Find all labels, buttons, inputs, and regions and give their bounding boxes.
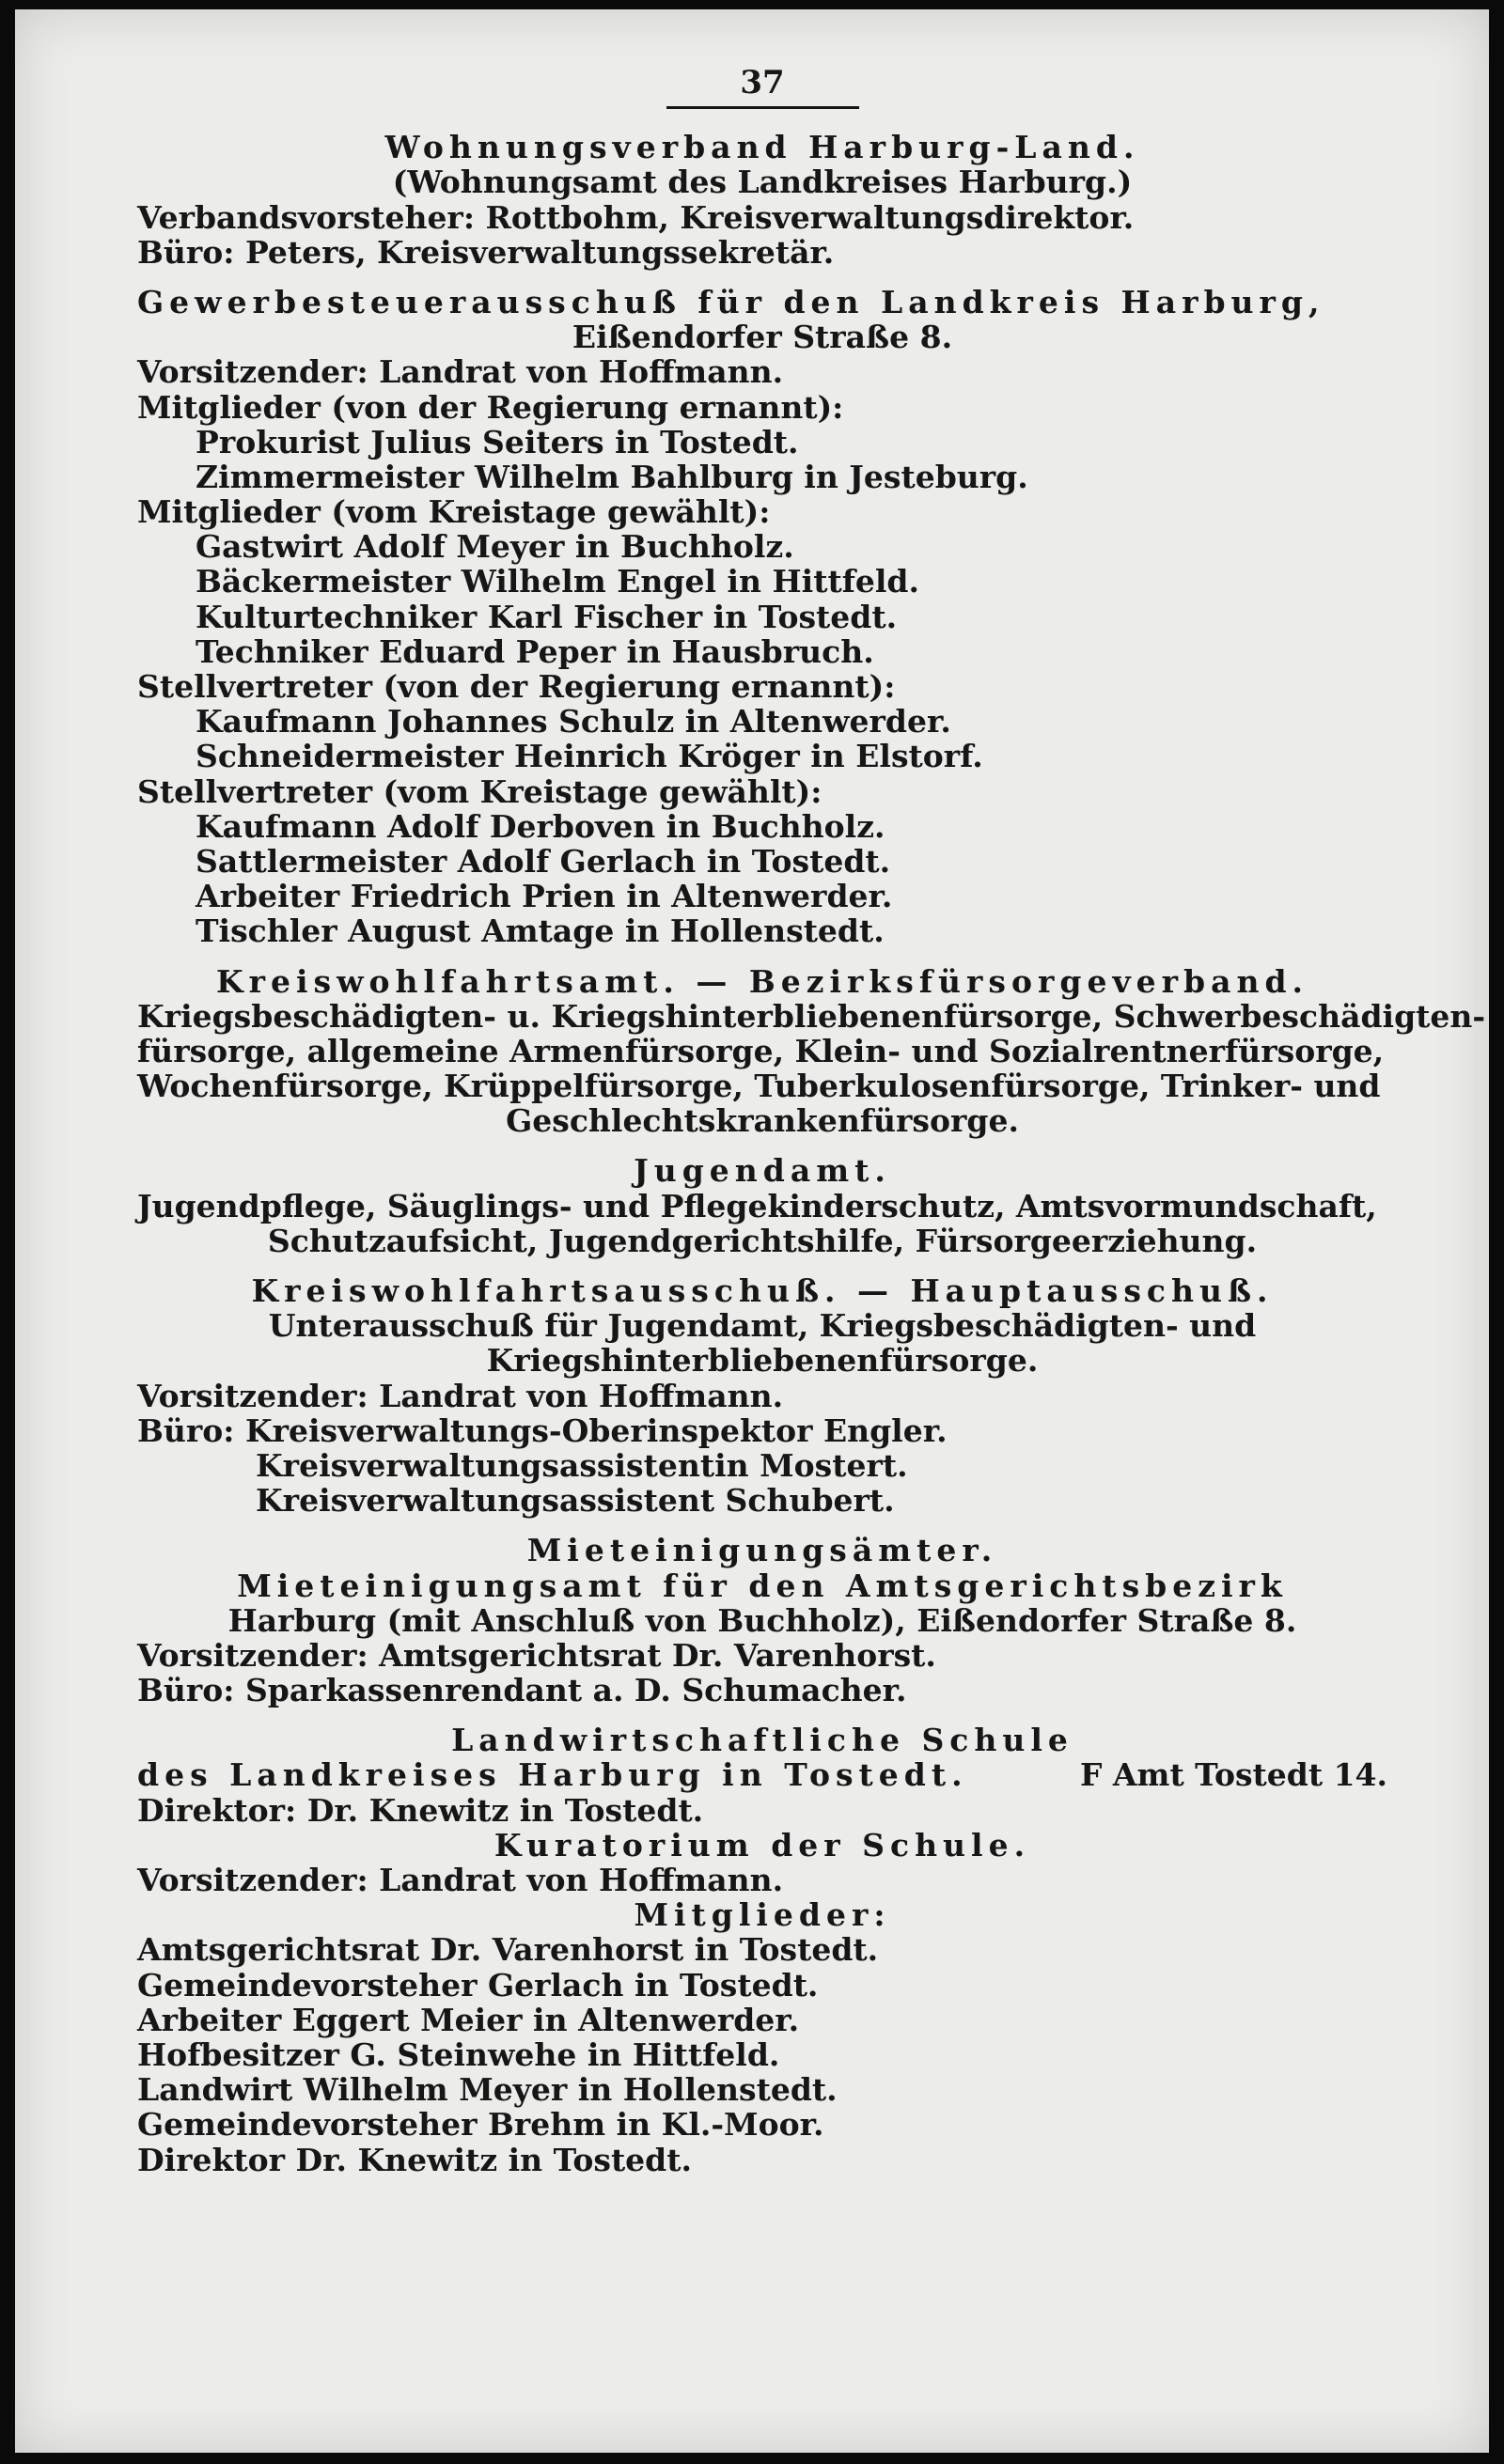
s2-member: Zimmermeister Wilhelm Bahlburg in Jesteburg. [196, 458, 1028, 495]
s7-member: Direktor Dr. Knewitz in Tostedt. [137, 2141, 692, 2178]
s2-deputy: Schneidermeister Heinrich Kröger in Elstorf. [196, 738, 983, 775]
s1-line: Büro: Peters, Kreisverwaltungssekretär. [137, 233, 835, 271]
s7-member: Gemeindevorsteher Brehm in Kl.-Moor. [137, 2106, 824, 2144]
page-number: 37 [740, 64, 785, 101]
s2-deputies-head: Stellvertreter (von der Regierung ernannt): [137, 668, 896, 706]
s7-member: Hofbesitzer G. Steinwehe in Hittfeld. [137, 2035, 780, 2073]
s2-title-address: Eißendorfer Straße 8. [572, 319, 953, 356]
s6-office: Büro: Sparkassenrendant a. D. Schumacher. [137, 1672, 907, 1709]
s2-deputy: Tischler August Amtage in Hollenstedt. [196, 912, 885, 950]
s2-deputy: Kaufmann Adolf Derboven in Buchholz. [196, 807, 885, 845]
s3-title: Kreiswohlfahrtsamt. — Bezirksfürsorgeverband. [215, 962, 1309, 1000]
s7-title-place: des Landkreises Harburg in Tostedt. [137, 1756, 968, 1794]
s5-subtitle: Kriegshinterbliebenenfürsorge. [486, 1342, 1039, 1380]
s5-subtitle: Unterausschuß für Jugendamt, Kriegsbeschädigten- und [268, 1307, 1257, 1345]
s2-member: Prokurist Julius Seiters in Tostedt. [196, 423, 799, 460]
s5-chair: Vorsitzender: Landrat von Hoffmann. [137, 1377, 784, 1414]
s6-subtitle: Harburg (mit Anschluß von Buchholz), Eißendorfer Straße 8. [227, 1601, 1297, 1639]
s4-line: Jugendpflege, Säuglings- und Pflegekinderschutz, Amtsvormundschaft, [137, 1187, 1377, 1224]
page-text [137, 64, 1486, 2178]
s6-chair: Vorsitzender: Amtsgerichtsrat Dr. Varenhorst. [137, 1636, 936, 1674]
s7-title: Landwirtschaftliche Schule [451, 1722, 1073, 1759]
s2-deputy: Sattlermeister Adolf Gerlach in Tostedt. [196, 842, 891, 880]
s7-phone: F Amt Tostedt 14. [1080, 1756, 1387, 1794]
s4-title: Jugendamt. [634, 1152, 891, 1190]
s5-office-staff: Kreisverwaltungsassistent Schubert. [256, 1482, 895, 1520]
s7-member: Amtsgerichtsrat Dr. Varenhorst in Tostedt. [137, 1931, 879, 1969]
s7-member: Arbeiter Eggert Meier in Altenwerder. [137, 2001, 800, 2038]
s4-line: Schutzaufsicht, Jugendgerichtshilfe, Fürsorgeerziehung. [267, 1222, 1258, 1259]
s7-chair: Vorsitzender: Landrat von Hoffmann. [137, 1862, 784, 1899]
s2-title: Gewerbesteuerausschuß für den Landkreis Harburg, [137, 283, 1325, 320]
s1-title: Wohnungsverband Harburg-Land. [384, 129, 1140, 166]
s2-chair: Vorsitzender: Landrat von Hoffmann. [137, 353, 784, 391]
s2-member: Kulturtechniker Karl Fischer in Tostedt. [196, 598, 898, 635]
s2-member: Gastwirt Adolf Meyer in Buchholz. [196, 528, 794, 566]
s6-subtitle: Mieteinigungsamt für den Amtsgerichtsbezirk [237, 1567, 1288, 1604]
s2-member: Bäckermeister Wilhelm Engel in Hittfeld. [196, 563, 919, 600]
s7-board-title: Kuratorium der Schule. [494, 1826, 1031, 1864]
document-page [15, 9, 1489, 2453]
s3-line-last: Geschlechtskrankenfürsorge. [506, 1102, 1019, 1140]
s2-deputy: Arbeiter Friedrich Prien in Altenwerder. [196, 878, 893, 915]
s5-office: Büro: Kreisverwaltungs-Oberinspektor Engler. [137, 1411, 948, 1449]
s1-subtitle: (Wohnungsamt des Landkreises Harburg.) [392, 164, 1133, 201]
s7-members-head: Mitglieder: [634, 1896, 891, 1934]
s3-line: Wochenfürsorge, Krüppelfürsorge, Tuberkulosenfürsorge, Trinker- und [137, 1068, 1381, 1105]
s3-line: Kriegsbeschädigten- u. Kriegshinterbliebenenfürsorge, Schwerbeschädigten- [137, 997, 1486, 1035]
s5-office-staff: Kreisverwaltungsassistentin Mostert. [256, 1446, 908, 1484]
s2-deputy: Kaufmann Johannes Schulz in Altenwerder. [196, 703, 951, 741]
s5-title: Kreiswohlfahrtsausschuß. — Hauptausschuß. [251, 1272, 1274, 1310]
page-number-rule [666, 106, 859, 109]
s2-members-head: Mitglieder (vom Kreistage gewählt): [137, 493, 771, 531]
s7-director: Direktor: Dr. Knewitz in Tostedt. [137, 1791, 704, 1829]
s2-deputies-head: Stellvertreter (vom Kreistage gewählt): [137, 772, 822, 810]
s2-member: Techniker Eduard Peper in Hausbruch. [196, 632, 874, 670]
s6-title: Mieteinigungsämter. [526, 1532, 998, 1569]
s2-members-head: Mitglieder (von der Regierung ernannt): [137, 388, 844, 426]
s7-member: Landwirt Wilhelm Meyer in Hollenstedt. [137, 2071, 838, 2109]
s7-title-row [137, 1757, 1387, 1792]
s1-line: Verbandsvorsteher: Rottbohm, Kreisverwaltungsdirektor. [137, 198, 1135, 236]
s3-line: fürsorge, allgemeine Armenfürsorge, Klein- und Sozialrentnerfürsorge, [137, 1032, 1385, 1069]
s7-member: Gemeindevorsteher Gerlach in Tostedt. [137, 1966, 819, 2004]
